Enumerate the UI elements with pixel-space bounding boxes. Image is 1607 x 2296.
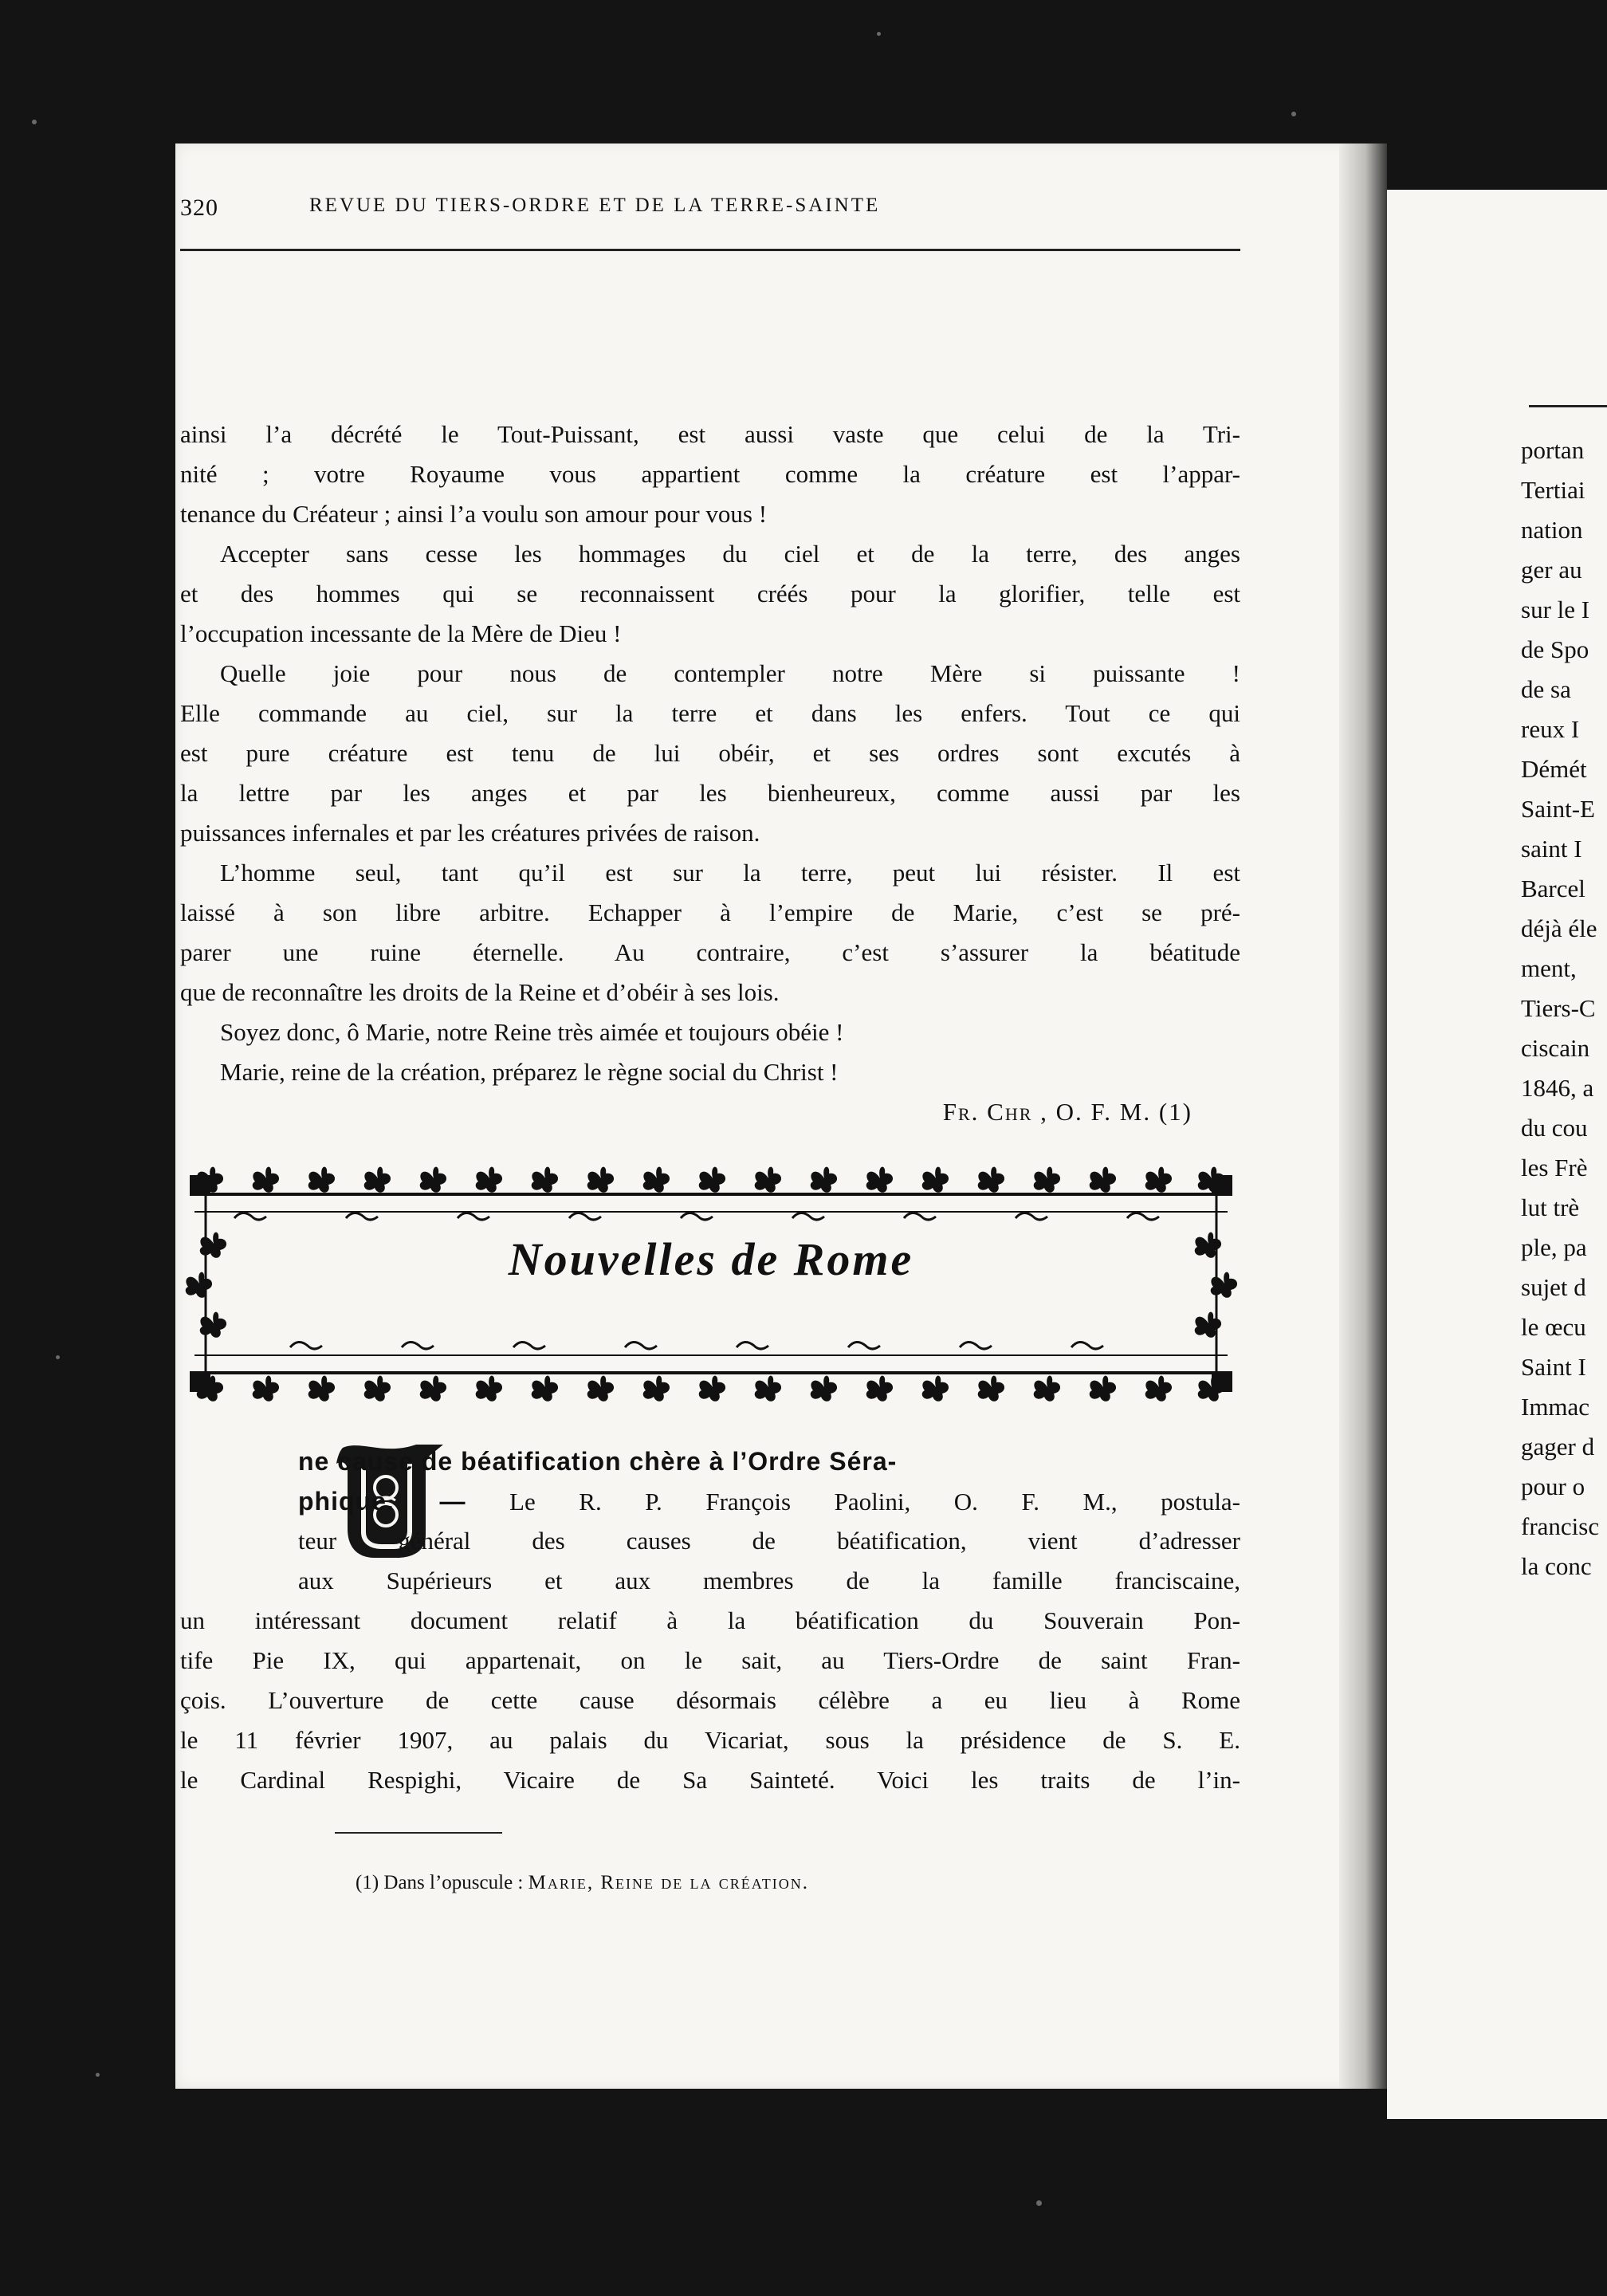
running-head: REVUE DU TIERS-ORDRE ET DE LA TERRE-SAINTE — [309, 195, 881, 216]
text-line: ainsi l’a décrété le Tout-Puissant, est aussi vaste que celui de la Tri- — [180, 420, 1240, 448]
right-page-line: saint I — [1521, 835, 1582, 863]
text-line: tenance du Créateur ; ainsi l’a voulu son amour pour vous ! — [180, 500, 768, 528]
right-page-line: sur le I — [1521, 596, 1590, 623]
text-line: L’homme seul, tant qu’il est sur la terre, peut lui résister. Il est — [220, 859, 1240, 887]
scan-speck — [1036, 2200, 1042, 2206]
text-line: Quelle joie pour nous de contempler notre Mère si puissante ! — [220, 659, 1240, 687]
ornamental-title-frame — [179, 1156, 1244, 1405]
text-fragment: Le R. P. François Paolini, O. F. M., postula- — [466, 1488, 1240, 1516]
text-line: l’occupation incessante de la Mère de Dieu ! — [180, 619, 622, 647]
book-gutter — [1339, 144, 1387, 2089]
text-line: teur général des causes de béatification, vient d’adresser — [298, 1527, 1240, 1555]
article-body — [180, 1441, 1240, 1800]
right-page-line: francisc — [1521, 1512, 1600, 1540]
text-line: le 11 février 1907, au palais du Vicariat, sous la présidence de S. E. — [180, 1726, 1240, 1754]
right-page-line: de Spo — [1521, 635, 1589, 663]
scan-speck — [96, 2073, 100, 2077]
text-line: que de reconnaître les droits de la Reine et d’obéir à ses lois. — [180, 978, 780, 1006]
right-page-line: Démét — [1521, 755, 1587, 783]
text-line: est pure créature est tenu de lui obéir, et ses ordres sont excutés à — [180, 739, 1240, 767]
text-line: un intéressant document relatif à la béatification du Souverain Pon- — [180, 1606, 1240, 1634]
signature: Fr. Chr , O. F. M. (1) — [942, 1098, 1192, 1126]
right-page-line: pour o — [1521, 1472, 1585, 1500]
text-line: tife Pie IX, qui appartenait, on le sait, au Tiers-Ordre de saint Fran- — [180, 1646, 1240, 1674]
text-line — [180, 1481, 1240, 1521]
body-text-top — [180, 415, 1240, 1132]
page-header — [180, 195, 1240, 242]
article-heading-line — [180, 1441, 1240, 1481]
right-page-line: ciscain — [1521, 1034, 1590, 1062]
right-page-line: le œcu — [1521, 1313, 1586, 1341]
text-line: parer une ruine éternelle. Au contraire, c’est s’assurer la béatitude — [180, 938, 1240, 966]
right-page-line: ment, — [1521, 954, 1577, 982]
right-page-line: ple, pa — [1521, 1233, 1587, 1261]
text-line: le Cardinal Respighi, Vicaire de Sa Sainteté. Voici les traits de l’in- — [180, 1766, 1240, 1794]
text-line: puissances infernales et par les créatures privées de raison. — [180, 819, 760, 847]
text-line: Elle commande au ciel, sur la terre et dans les enfers. Tout ce qui — [180, 699, 1240, 727]
footnote-text: Dans l’opuscule : — [379, 1872, 528, 1893]
right-page-line: Barcel — [1521, 875, 1585, 902]
right-page-line: Saint-E — [1521, 795, 1595, 823]
right-page-line: 1846, a — [1521, 1074, 1594, 1102]
right-page-line: les Frè — [1521, 1154, 1588, 1181]
right-page-text — [1521, 431, 1599, 1586]
text-line: la lettre par les anges et par les bienheureux, comme aussi par les — [180, 779, 1240, 807]
right-page-line: de sa — [1521, 675, 1571, 703]
right-page-line: du cou — [1521, 1114, 1588, 1142]
right-page-line: déjà éle — [1521, 914, 1597, 942]
right-page-rule — [1529, 405, 1607, 407]
right-page-line: Saint I — [1521, 1353, 1586, 1381]
text-line: çois. L’ouverture de cette cause désormais célèbre a eu lieu à Rome — [180, 1686, 1240, 1714]
text-line: Soyez donc, ô Marie, notre Reine très aimée et toujours obéie ! — [220, 1018, 844, 1046]
right-page-line: la conc — [1521, 1552, 1592, 1580]
footnote-title: Marie, Reine de la création. — [528, 1872, 809, 1893]
footnote-marker: (1) — [356, 1872, 379, 1893]
right-page-line: sujet d — [1521, 1273, 1586, 1301]
right-page-line: reux I — [1521, 715, 1580, 743]
section-title: Nouvelles de Rome — [508, 1233, 914, 1285]
scan-speck — [56, 1355, 60, 1359]
right-page-line: Tertiai — [1521, 476, 1585, 504]
article-heading-end: phique. — — [298, 1487, 466, 1516]
article-heading: ne cause de béatification chère à l’Ordre Séra- — [298, 1447, 898, 1476]
text-line: laissé à son libre arbitre. Echapper à l’empire de Marie, c’est se pré- — [180, 898, 1240, 926]
page-number: 320 — [180, 195, 218, 221]
scan-speck — [877, 32, 881, 36]
right-page-line: Immac — [1521, 1393, 1590, 1421]
text-line: et des hommes qui se reconnaissent créés pour la glorifier, telle est — [180, 580, 1240, 607]
scan-speck — [1291, 112, 1296, 116]
text-line: nité ; votre Royaume vous appartient comme la créature est l’appar- — [180, 460, 1240, 488]
right-page-line: gager d — [1521, 1433, 1595, 1461]
right-page-line: nation — [1521, 516, 1583, 544]
right-page-line: Tiers-C — [1521, 994, 1596, 1022]
header-rule — [180, 249, 1240, 251]
text-line: Accepter sans cesse les hommages du ciel et de la terre, des anges — [220, 540, 1240, 568]
right-page-line: ger au — [1521, 556, 1582, 584]
text-line: Marie, reine de la création, préparez le règne social du Christ ! — [220, 1058, 839, 1086]
text-line: aux Supérieurs et aux membres de la famille franciscaine, — [298, 1567, 1240, 1594]
right-page-line: portan — [1521, 436, 1585, 464]
scan-speck — [32, 120, 37, 124]
right-page-line: lut trè — [1521, 1193, 1580, 1221]
footnote — [356, 1872, 809, 1894]
footnote-rule — [335, 1832, 502, 1834]
